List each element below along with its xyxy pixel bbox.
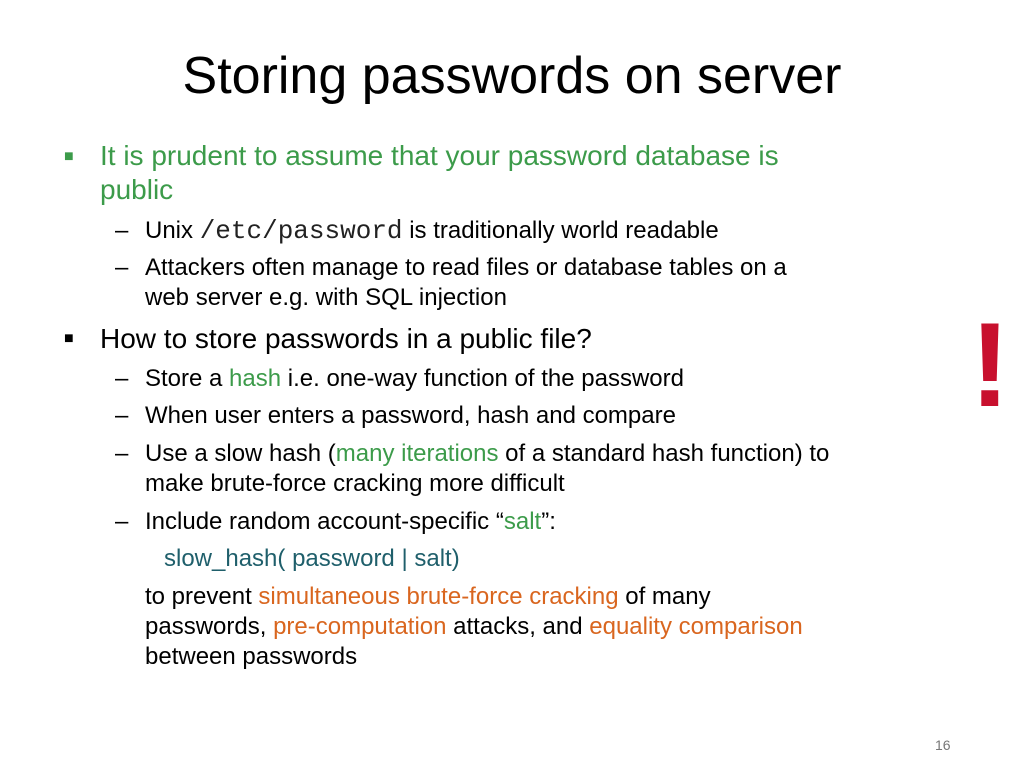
dash-4: – — [115, 402, 129, 429]
bullet-2: How to store passwords in a public file? — [100, 323, 592, 354]
sub-bullet-attackers — [145, 253, 975, 313]
dash-3: – — [115, 365, 129, 392]
pre-computation-highlight: pre-computation — [273, 613, 447, 640]
salt-pre: Include random account-specific “ — [145, 508, 504, 535]
dash-2: – — [115, 254, 129, 281]
sub-bullet-slow-hash — [145, 439, 975, 499]
salt-explanation-line-3: between passwords — [145, 643, 358, 670]
bullet-1-line-2: public — [100, 174, 174, 205]
attacks-and-text: attacks, and — [446, 613, 590, 640]
salt-explanation-line-1 — [145, 582, 975, 612]
bullet-1 — [100, 139, 980, 207]
store-hash-post: i.e. one-way function of the password — [281, 365, 684, 392]
slow-hash-line-2: make brute-force cracking more difficult — [145, 470, 565, 497]
sub-bullet-compare: When user enters a password, hash and compare — [145, 402, 676, 429]
store-hash-pre: Store a — [145, 365, 230, 392]
etc-password-code: /etc/password — [199, 216, 403, 246]
attackers-line-1: Attackers often manage to read files or database tables on a — [145, 254, 787, 281]
world-readable-text: is traditionally world readable — [402, 217, 719, 244]
slow-hash-line-1 — [145, 439, 975, 469]
exclamation-mark: ! — [970, 298, 1010, 432]
bullet-marker-2: ■ — [64, 330, 74, 347]
slow-hash-pre: Use a slow hash ( — [145, 440, 336, 467]
unix-label: Unix — [145, 217, 200, 244]
slide-title: Storing passwords on server — [182, 47, 842, 105]
dash-1: – — [115, 217, 129, 244]
simultaneous-cracking-highlight: simultaneous brute-force cracking — [258, 583, 619, 610]
bullet-1-line-1: It is prudent to assume that your password database is — [100, 140, 779, 171]
of-many-text: of many — [618, 583, 711, 610]
page-number: 16 — [935, 737, 951, 753]
passwords-text: passwords, — [145, 613, 274, 640]
many-iterations-highlight: many iterations — [335, 440, 499, 467]
sub-bullet-unix — [145, 216, 975, 246]
dash-6: – — [115, 508, 129, 535]
salt-post: ”: — [541, 508, 556, 535]
salt-highlight: salt — [503, 508, 542, 535]
slow-hash-formula: slow_hash( password | salt) — [164, 545, 460, 572]
attackers-line-2: web server e.g. with SQL injection — [145, 284, 507, 311]
salt-explanation — [145, 582, 975, 672]
sub-bullet-salt — [145, 507, 975, 537]
slow-hash-post: of a standard hash function) to — [498, 440, 830, 467]
equality-comparison-highlight: equality comparison — [589, 613, 803, 640]
to-prevent-text: to prevent — [145, 583, 259, 610]
sub-bullet-store-hash — [145, 364, 975, 394]
bullet-marker-1: ■ — [64, 148, 74, 165]
salt-explanation-line-2 — [145, 612, 975, 642]
dash-5: – — [115, 440, 129, 467]
hash-highlight: hash — [229, 365, 282, 392]
